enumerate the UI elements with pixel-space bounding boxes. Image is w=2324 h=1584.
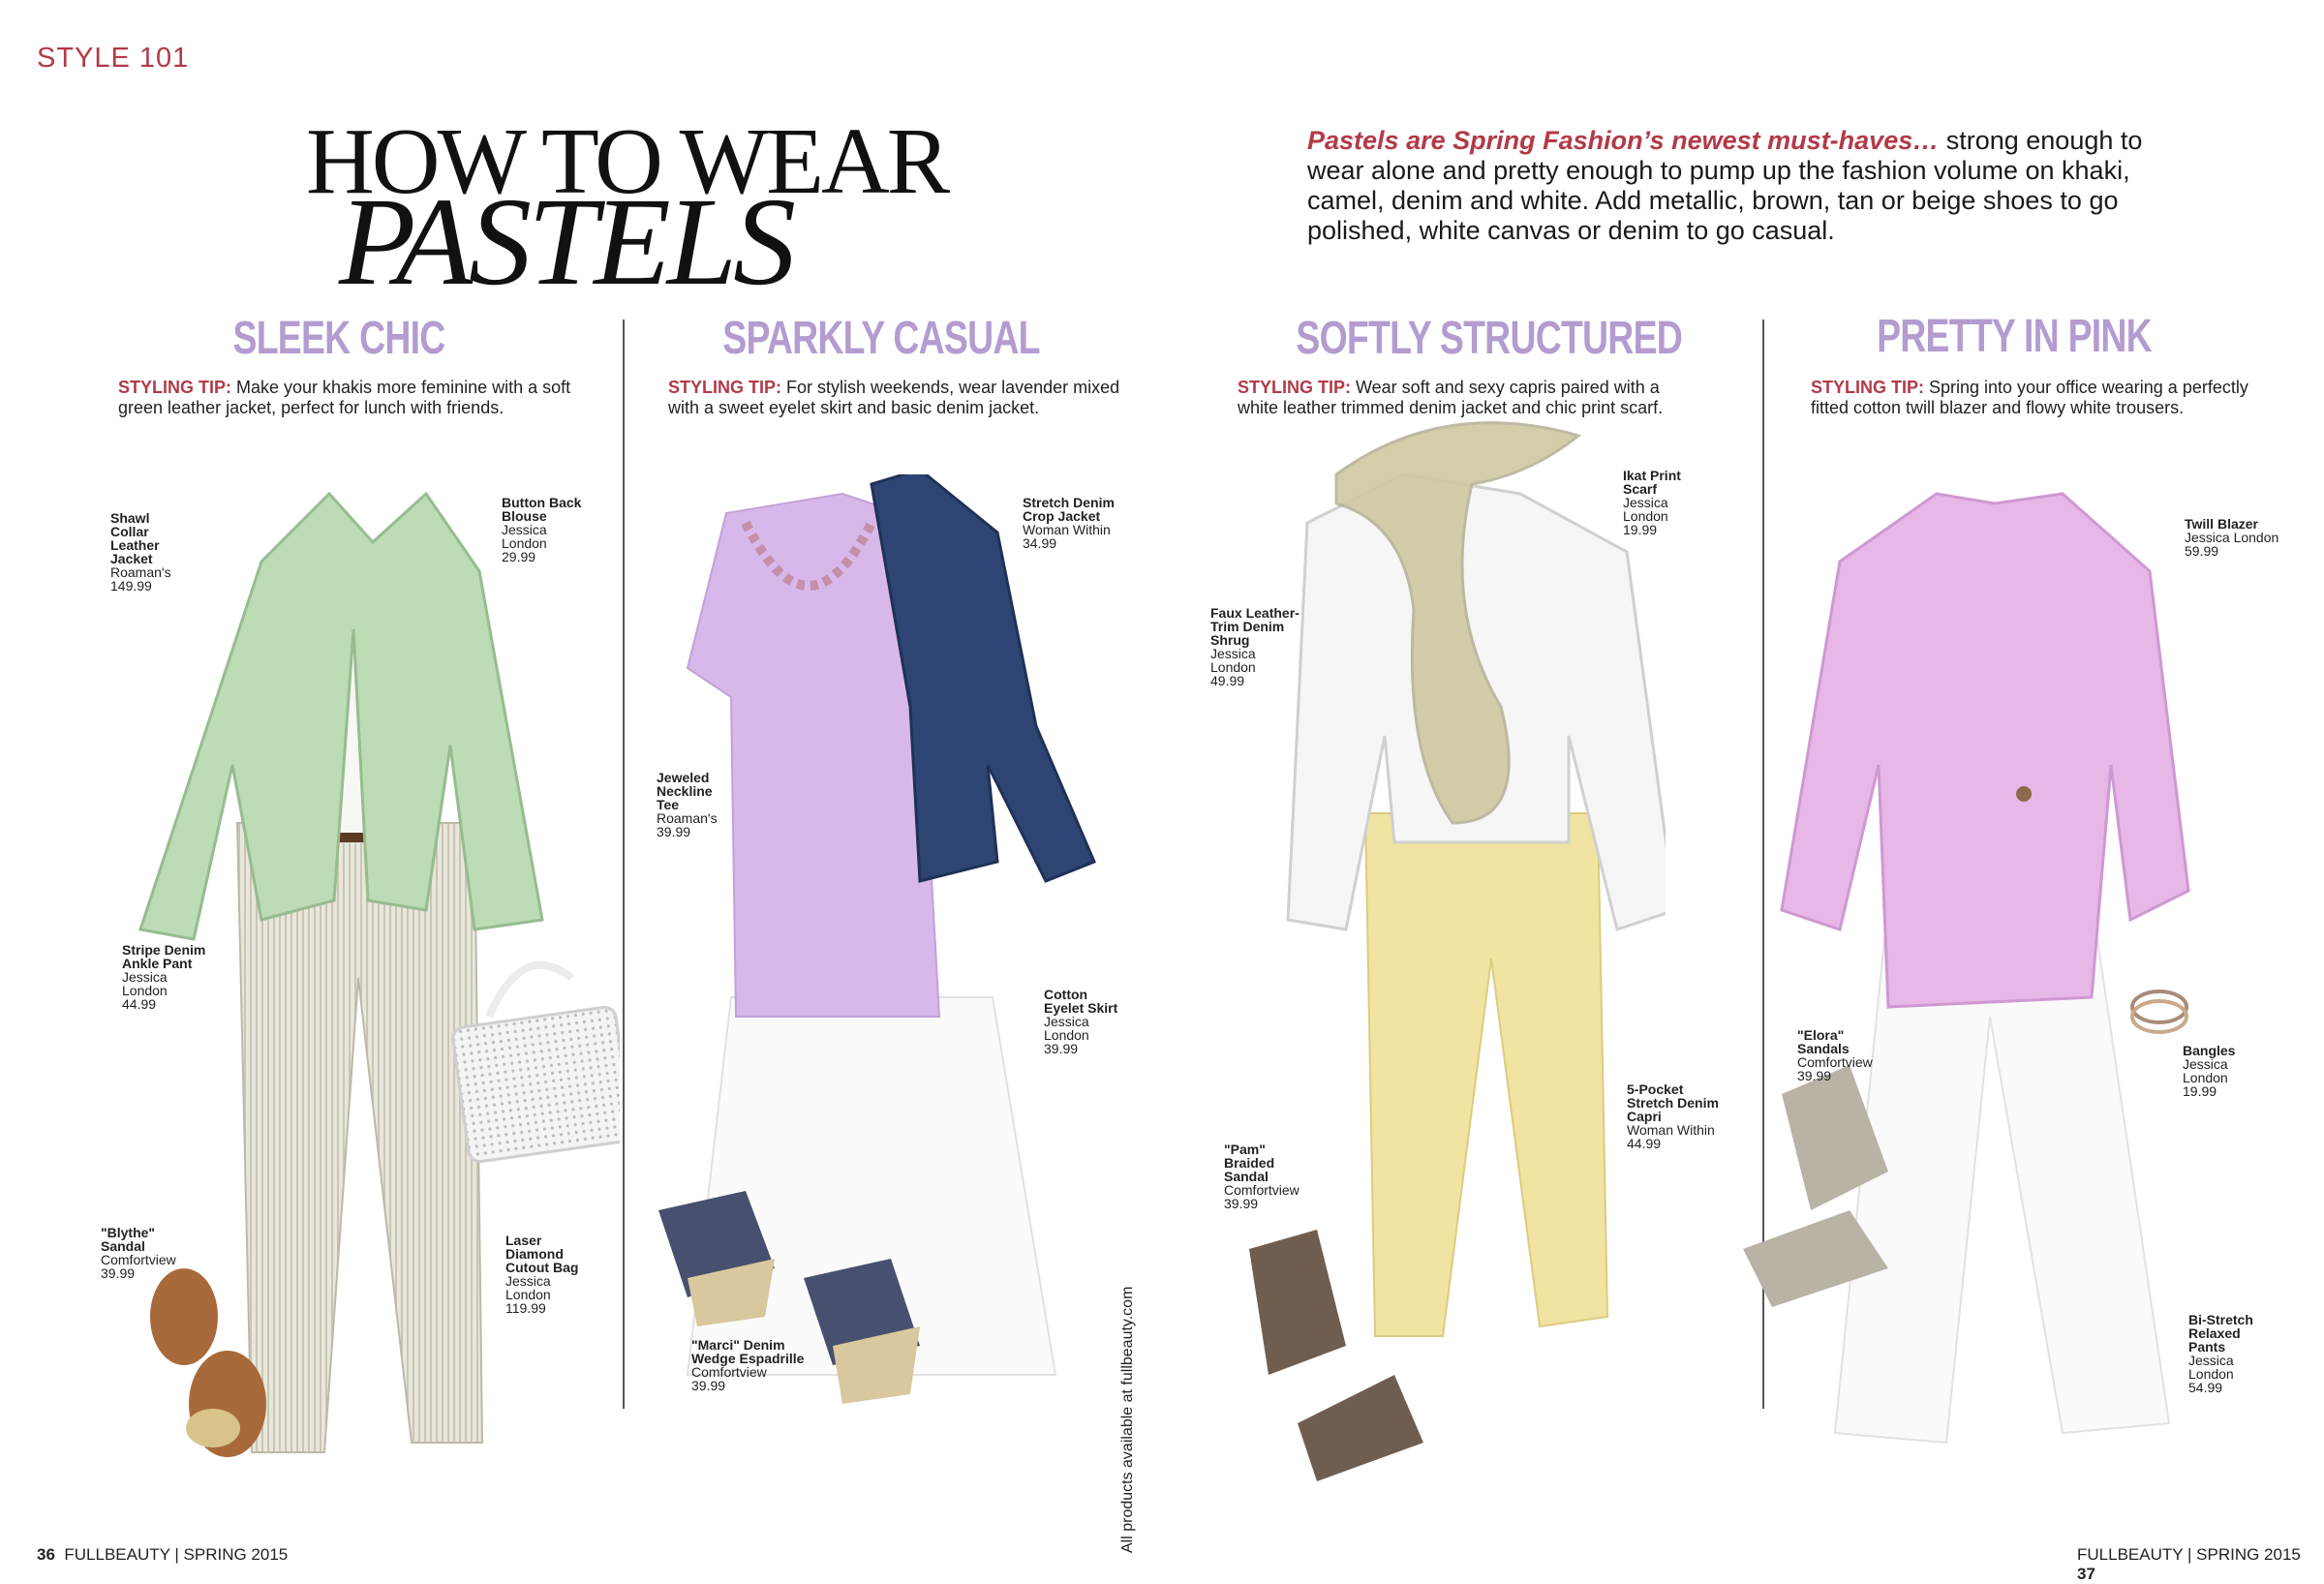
- styling-tip-2: STYLING TIP: For stylish weekends, wear lavender mixed with a sweet eyelet skirt and basic denim jacket.: [668, 378, 1120, 417]
- product-label-blythe-sandal: "Blythe" Sandal Comfortview 39.99: [101, 1225, 176, 1281]
- page-number-left: 36: [37, 1545, 55, 1564]
- product-label-stripe-denim-ankle-pant: Stripe Denim Ankle Pant Jessica London 44.99: [122, 942, 206, 1012]
- look-heading-sleek-chic: SLEEK CHIC: [232, 313, 445, 364]
- product-label-twill-blazer: Twill Blazer Jessica London 59.99: [2185, 516, 2279, 559]
- product-label-ikat-print-scarf: Ikat Print Scarf Jessica London 19.99: [1623, 468, 1681, 537]
- product-label-bangles: Bangles Jessica London 19.99: [2183, 1043, 2236, 1099]
- page-number-right: 37: [2077, 1565, 2095, 1583]
- product-label-laser-cutout-bag: Laser Diamond Cutout Bag Jessica London 119.99: [505, 1233, 579, 1316]
- intro-lead: Pastels are Spring Fashion’s newest must-haves…: [1307, 126, 1940, 155]
- product-label-stretch-denim-crop-jacket: Stretch Denim Crop Jacket Woman Within 34.99: [1023, 495, 1115, 551]
- product-label-jeweled-neckline-tee: Jeweled Neckline Tee Roaman's 39.99: [657, 770, 718, 839]
- product-label-pam-braided-sandal: "Pam" Braided Sandal Comfortview 39.99: [1224, 1142, 1300, 1211]
- footer-right: FULLBEAUTY | SPRING 2015 37: [2077, 1545, 2301, 1583]
- availability-note: All products available at fullbeauty.com: [1119, 1286, 1136, 1553]
- product-label-5-pocket-capri: 5-Pocket Stretch Denim Capri Woman Within 44.99: [1627, 1081, 1719, 1151]
- product-label-faux-leather-trim-shrug: Faux Leather-Trim Denim Shrug Jessica London 49.99: [1210, 605, 1300, 688]
- product-label-shawl-collar-jacket: Shawl Collar Leather Jacket Roaman's 149.99: [110, 510, 171, 594]
- product-label-button-back-blouse: Button Back Blouse Jessica London 29.99: [502, 495, 582, 564]
- product-label-elora-sandals: "Elora" Sandals Comfortview 39.99: [1797, 1027, 1873, 1083]
- product-label-marci-espadrille: "Marci" Denim Wedge Espadrille Comfortview 39.99: [691, 1337, 805, 1393]
- look2-outfit-illustration: [629, 474, 1133, 1443]
- styling-tip-3: STYLING TIP: Wear soft and sexy capris paired with a white leather trimmed denim jacket and chic print scarf.: [1238, 378, 1664, 417]
- page-title-line2: PASTELS: [339, 172, 793, 312]
- look-heading-pretty-in-pink: PRETTY IN PINK: [1877, 311, 2152, 362]
- look3-outfit-illustration: [1210, 416, 1666, 1530]
- styling-tip-1: STYLING TIP: Make your khakis more feminine with a soft green leather jacket, perfect for lunch with friends.: [118, 378, 571, 417]
- intro-paragraph: [1307, 126, 2159, 246]
- styling-tip-4: STYLING TIP: Spring into your office wearing a perfectly fitted cotton twill blazer and flowy white trousers.: [1811, 378, 2248, 417]
- column-divider: [623, 320, 625, 1409]
- look-heading-softly-structured: SOFTLY STRUCTURED: [1296, 313, 1683, 364]
- section-tag: STYLE 101: [37, 43, 190, 74]
- product-label-bi-stretch-pants: Bi-Stretch Relaxed Pants Jessica London 54.99: [2188, 1312, 2253, 1395]
- intro-body: strong enough to wear alone and pretty enough to pump up the fashion volume on khaki, camel, denim and white. Add metallic, brown, tan or beige shoes to go polished, white canvas or denim to go casual.: [1307, 126, 2143, 245]
- product-label-cotton-eyelet-skirt: Cotton Eyelet Skirt Jessica London 39.99: [1044, 987, 1118, 1056]
- footer-left: 36 FULLBEAUTY | SPRING 2015: [37, 1545, 289, 1564]
- page-title-line1: HOW TO WEAR: [306, 109, 948, 214]
- look4-outfit-illustration: [1743, 474, 2198, 1452]
- look-heading-sparkly-casual: SPARKLY CASUAL: [722, 313, 1040, 364]
